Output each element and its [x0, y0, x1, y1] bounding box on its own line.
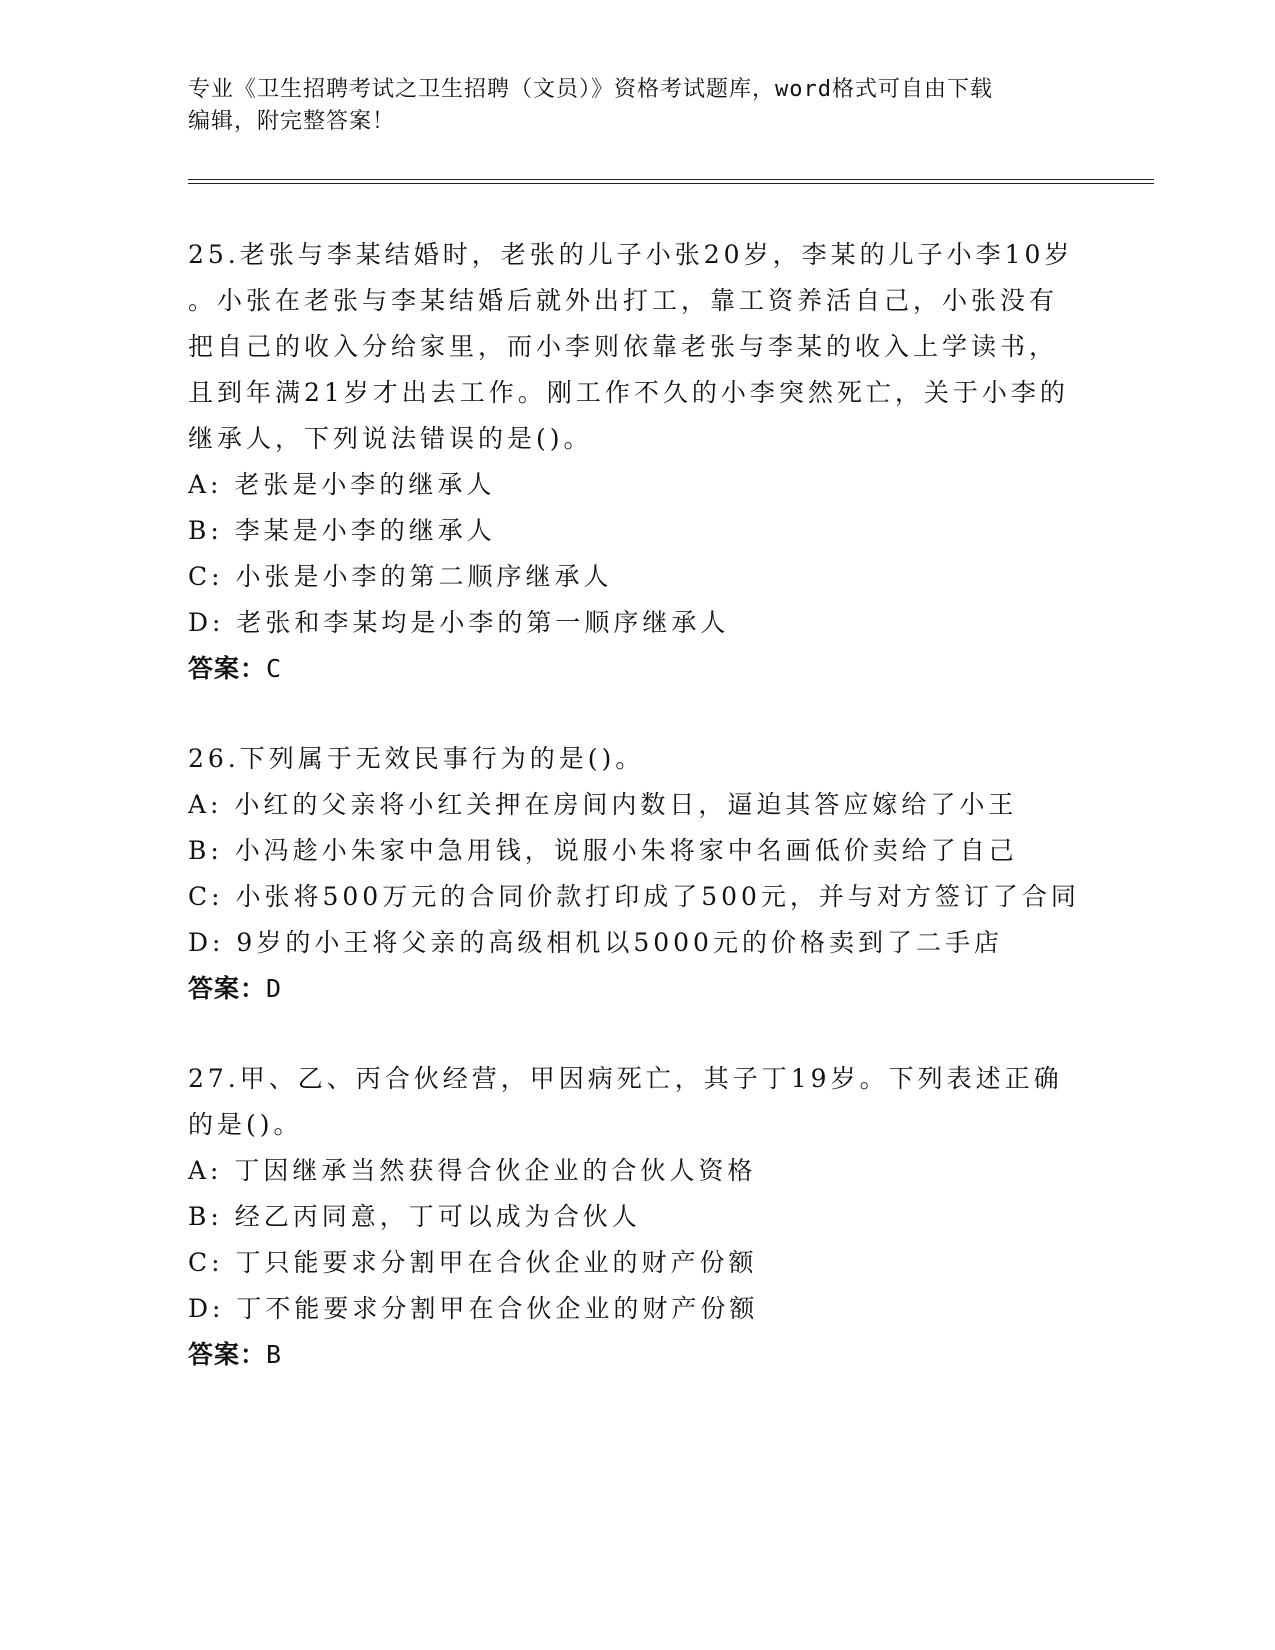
- header-divider-top: [188, 179, 1154, 180]
- question-27: [188, 1056, 1088, 1378]
- option-c: C: 小张将500万元的合同价款打印成了500元，并与对方签订了合同: [188, 882, 1080, 911]
- option-c: C: 丁只能要求分割甲在合伙企业的财产份额: [188, 1248, 758, 1277]
- document-header: [188, 74, 1068, 138]
- header-line-1: 专业《卫生招聘考试之卫生招聘（文员）》资格考试题库，word格式可自由下载: [188, 77, 993, 102]
- question-stem-line: 。小张在老张与李某结婚后就外出打工，靠工资养活自己，小张没有: [188, 286, 1059, 315]
- question-list: [188, 232, 1088, 1422]
- question-25: [188, 232, 1088, 692]
- option-a: A: 老张是小李的继承人: [188, 470, 496, 499]
- answer-line: [188, 646, 1088, 692]
- question-stem-line: 继承人，下列说法错误的是()。: [188, 424, 593, 453]
- option-d: D: 老张和李某均是小李的第一顺序继承人: [188, 608, 730, 637]
- question-stem-line: 把自己的收入分给家里，而小李则依靠老张与李某的收入上学读书，: [188, 332, 1059, 361]
- option-b: B: 经乙丙同意，丁可以成为合伙人: [188, 1202, 641, 1231]
- answer-label: 答案：: [188, 1340, 267, 1369]
- answer-value: B: [266, 1340, 283, 1369]
- option-a: A: 丁因继承当然获得合伙企业的合伙人资格: [188, 1156, 757, 1185]
- option-b: B: 小冯趁小朱家中急用钱，说服小朱将家中名画低价卖给了自己: [188, 836, 1018, 865]
- option-a: A: 小红的父亲将小红关押在房间内数日，逼迫其答应嫁给了小王: [188, 790, 1018, 819]
- header-divider-bottom: [188, 183, 1154, 184]
- question-stem-line: 27.甲、乙、丙合伙经营，甲因病死亡，其子丁19岁。下列表述正确: [188, 1064, 1063, 1093]
- question-stem-line: 且到年满21岁才出去工作。刚工作不久的小李突然死亡，关于小李的: [188, 378, 1069, 407]
- header-line-2: 编辑，附完整答案！: [188, 109, 396, 134]
- option-d: D: 丁不能要求分割甲在合伙企业的财产份额: [188, 1294, 759, 1323]
- option-d: D: 9岁的小王将父亲的高级相机以5000元的价格卖到了二手店: [188, 928, 1003, 957]
- option-c: C: 小张是小李的第二顺序继承人: [188, 562, 613, 591]
- answer-line: [188, 966, 1088, 1012]
- answer-label: 答案：: [188, 974, 267, 1003]
- question-stem-line: 的是()。: [188, 1110, 303, 1139]
- option-b: B: 李某是小李的继承人: [188, 516, 496, 545]
- question-stem-line: 26.下列属于无效民事行为的是()。: [188, 744, 645, 773]
- answer-value: D: [266, 974, 283, 1003]
- question-26: [188, 736, 1088, 1012]
- answer-line: [188, 1332, 1088, 1378]
- answer-value: C: [266, 654, 283, 683]
- question-stem-line: 25.老张与李某结婚时，老张的儿子小张20岁，李某的儿子小李10岁: [188, 240, 1074, 269]
- answer-label: 答案：: [188, 654, 267, 683]
